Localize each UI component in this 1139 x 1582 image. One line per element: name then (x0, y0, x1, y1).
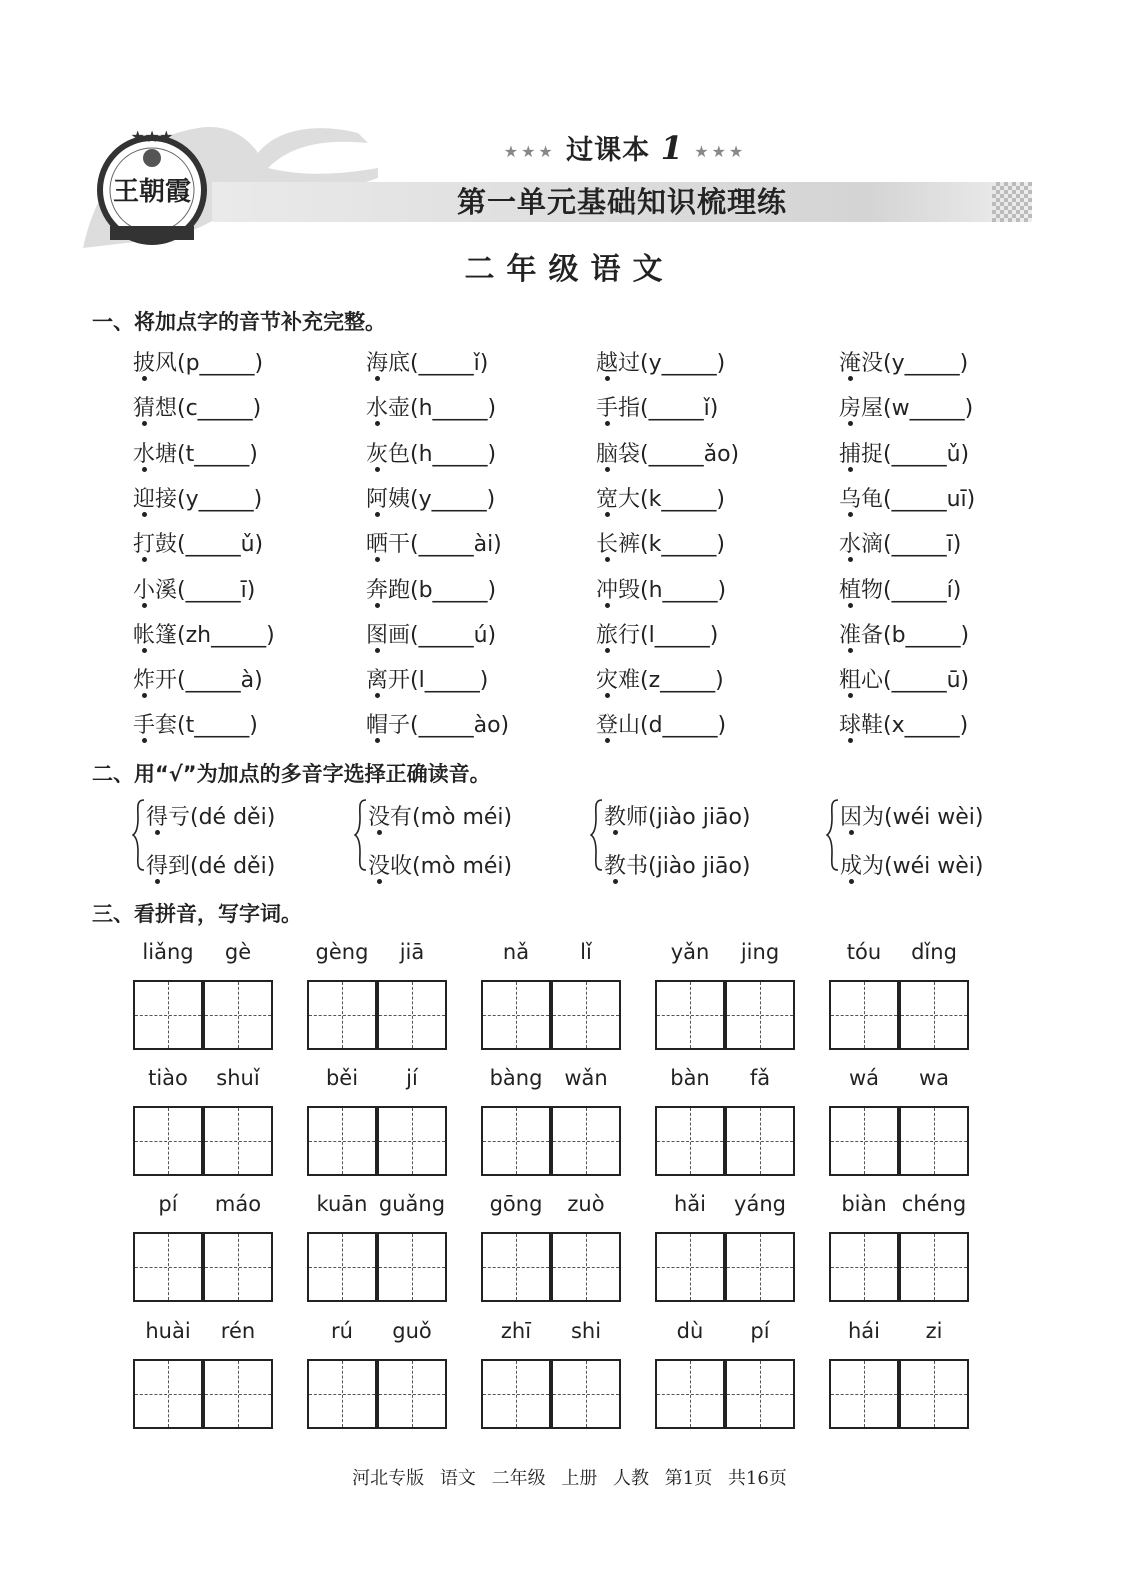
section-2-title: 二、用“√”为加点的多音字选择正确读音。 (92, 762, 491, 786)
emphasis-dot (605, 648, 610, 653)
kicker-text: 过课本 (566, 135, 651, 166)
emphasis-dot (605, 557, 610, 562)
writing-box[interactable] (899, 1232, 969, 1302)
kicker-number: 1 (660, 129, 684, 167)
emphasis-dot (849, 879, 854, 884)
writing-box[interactable] (655, 980, 725, 1050)
pinyin-label: biàn (841, 1192, 887, 1216)
writing-box[interactable] (377, 1232, 447, 1302)
writing-box[interactable] (655, 1232, 725, 1302)
emphasis-dot (142, 603, 147, 608)
polyphone-choice[interactable]: 因为(wéi wèi) (840, 805, 984, 830)
emphasis-dot (605, 421, 610, 426)
pinyin-fill-item[interactable]: 阿姨(y_____) (366, 486, 496, 512)
emphasis-dot (375, 557, 380, 562)
writing-box[interactable] (377, 1106, 447, 1176)
pinyin-label: nǎ (502, 940, 530, 964)
brace-icon (354, 798, 368, 872)
writing-box[interactable] (829, 980, 899, 1050)
pinyin-fill-item[interactable]: 灾难(z_____) (596, 668, 724, 694)
emphasis-dot (155, 830, 160, 835)
pinyin-label: jing (740, 940, 780, 964)
svg-text:★★★: ★★★ (130, 128, 174, 146)
emphasis-dot (605, 603, 610, 608)
writing-box[interactable] (377, 980, 447, 1050)
emphasis-dot (377, 879, 382, 884)
pinyin-label: shuǐ (216, 1066, 260, 1090)
emphasis-dot (605, 512, 610, 517)
polyphone-choice[interactable]: 得亏(dé děi) (146, 805, 276, 830)
emphasis-dot (605, 693, 610, 698)
writing-box[interactable] (481, 1232, 551, 1302)
pinyin-label: chéng (901, 1192, 967, 1216)
emphasis-dot (142, 693, 147, 698)
emphasis-dot (142, 376, 147, 381)
pinyin-label: yáng (734, 1192, 786, 1216)
writing-box[interactable] (829, 1232, 899, 1302)
pinyin-fill-item[interactable]: 手指(_____ǐ) (596, 396, 719, 422)
pinyin-fill-item[interactable]: 越过(y_____) (596, 351, 726, 376)
pinyin-label: lǐ (580, 940, 592, 964)
pinyin-label: zi (925, 1319, 943, 1343)
writing-box[interactable] (725, 1359, 795, 1429)
pinyin-fill-item[interactable]: 手套(t_____) (133, 713, 258, 739)
pinyin-label: gōng (489, 1192, 543, 1216)
pinyin-label: bàn (670, 1066, 710, 1090)
pinyin-label: wa (918, 1066, 950, 1090)
emphasis-dot (155, 879, 160, 884)
writing-box[interactable] (203, 1106, 273, 1176)
emphasis-dot (375, 603, 380, 608)
polyphone-choice[interactable]: 得到(dé děi) (146, 854, 276, 879)
brace-icon (132, 798, 146, 872)
pinyin-label: pí (750, 1319, 770, 1343)
publisher-logo (92, 128, 212, 248)
writing-box[interactable] (551, 1359, 621, 1429)
emphasis-dot (377, 830, 382, 835)
pinyin-label: jí (406, 1066, 418, 1090)
writing-box[interactable] (377, 1359, 447, 1429)
writing-box[interactable] (899, 1106, 969, 1176)
writing-box[interactable] (551, 1106, 621, 1176)
section-3-title: 三、看拼音，写字词。 (92, 902, 302, 926)
emphasis-dot (375, 376, 380, 381)
writing-box[interactable] (133, 1232, 203, 1302)
emphasis-dot (848, 603, 853, 608)
pinyin-fill-item[interactable]: 脑袋(_____ǎo) (596, 441, 740, 467)
pinyin-fill-item[interactable]: 披风(p_____) (133, 351, 264, 376)
writing-box[interactable] (899, 980, 969, 1050)
emphasis-dot (142, 557, 147, 562)
pinyin-label: rén (220, 1319, 256, 1343)
pinyin-label: shi (570, 1319, 602, 1343)
writing-box[interactable] (203, 1232, 273, 1302)
emphasis-dot (605, 376, 610, 381)
pinyin-label: fǎ (749, 1066, 771, 1090)
pinyin-fill-item[interactable]: 旅行(l_____) (596, 622, 719, 648)
writing-box[interactable] (725, 1106, 795, 1176)
writing-box[interactable] (307, 1232, 377, 1302)
emphasis-dot (848, 693, 853, 698)
writing-box[interactable] (133, 1106, 203, 1176)
svg-text:王朝霞: 王朝霞 (112, 177, 192, 207)
pinyin-fill-item[interactable]: 图画(_____ú) (366, 622, 497, 648)
writing-box[interactable] (307, 980, 377, 1050)
pinyin-fill-item[interactable]: 水塘(t_____) (133, 441, 258, 467)
pinyin-fill-item[interactable]: 长裤(k_____) (596, 532, 725, 558)
pinyin-fill-item[interactable]: 打鼓(_____ǔ) (133, 532, 264, 558)
pinyin-fill-item[interactable]: 炸开(_____à) (133, 668, 263, 694)
emphasis-dot (848, 421, 853, 426)
emphasis-dot (142, 467, 147, 472)
pinyin-fill-item[interactable]: 小溪(_____ī) (133, 577, 256, 603)
pinyin-fill-item[interactable]: 帐篷(zh_____) (133, 622, 275, 648)
emphasis-dot (848, 738, 853, 743)
page-footer: 河北专版 语文 二年级 上册 人教 第1页 共16页 (352, 1468, 787, 1489)
pinyin-fill-item[interactable]: 帽子(_____ào) (366, 713, 510, 739)
emphasis-dot (375, 738, 380, 743)
polyphone-choice[interactable]: 成为(wéi wèi) (840, 854, 984, 879)
polyphone-choice[interactable]: 没收(mò méi) (368, 854, 513, 879)
pinyin-label: gè (224, 940, 252, 964)
pinyin-label: hǎi (673, 1192, 706, 1216)
brace-icon (826, 798, 840, 872)
pinyin-fill-item[interactable]: 水壶(h_____) (366, 396, 497, 422)
writing-box[interactable] (655, 1106, 725, 1176)
polyphone-choice[interactable]: 教师(jiào jiāo) (604, 805, 751, 830)
polyphone-choice[interactable]: 没有(mò méi) (368, 805, 513, 830)
pinyin-label: bàng (489, 1066, 543, 1090)
lesson-kicker (500, 128, 750, 167)
pinyin-label: máo (214, 1192, 262, 1216)
pinyin-fill-item[interactable]: 粗心(_____ū) (839, 668, 970, 694)
pinyin-label: hái (847, 1319, 880, 1343)
pinyin-fill-item[interactable]: 灰色(h_____) (366, 441, 497, 467)
writing-box[interactable] (307, 1359, 377, 1429)
pinyin-label: dù (676, 1319, 704, 1343)
pinyin-fill-item[interactable]: 离开(l_____) (366, 668, 489, 694)
emphasis-dot (848, 557, 853, 562)
pinyin-label: wǎn (564, 1066, 608, 1090)
pinyin-fill-item[interactable]: 奔跑(b_____) (366, 577, 497, 603)
writing-box[interactable] (829, 1106, 899, 1176)
emphasis-dot (848, 512, 853, 517)
writing-box[interactable] (307, 1106, 377, 1176)
pinyin-label: tiào (148, 1066, 188, 1090)
emphasis-dot (142, 421, 147, 426)
emphasis-dot (849, 830, 854, 835)
pinyin-label: pí (158, 1192, 178, 1216)
emphasis-dot (375, 467, 380, 472)
pinyin-fill-item[interactable]: 水滴(_____ī) (839, 532, 962, 558)
pinyin-fill-item[interactable]: 猜想(c_____) (133, 396, 262, 422)
writing-box[interactable] (203, 1359, 273, 1429)
writing-box[interactable] (899, 1359, 969, 1429)
writing-box[interactable] (829, 1359, 899, 1429)
pinyin-label: liǎng (142, 940, 194, 964)
pinyin-fill-item[interactable]: 准备(b_____) (839, 622, 970, 648)
emphasis-dot (142, 648, 147, 653)
pinyin-label: wá (848, 1066, 880, 1090)
emphasis-dot (375, 648, 380, 653)
pinyin-label: kuān (316, 1192, 368, 1216)
pinyin-fill-item[interactable]: 冲毁(h_____) (596, 577, 727, 603)
brace-icon (590, 798, 604, 872)
pinyin-fill-item[interactable]: 登山(d_____) (596, 713, 727, 739)
pinyin-label: tóu (846, 940, 882, 964)
emphasis-dot (142, 738, 147, 743)
pinyin-fill-item[interactable]: 迎接(y_____) (133, 486, 263, 512)
pinyin-label: dǐng (911, 940, 957, 964)
writing-box[interactable] (481, 980, 551, 1050)
pinyin-fill-item[interactable]: 晒干(_____ài) (366, 532, 502, 558)
pinyin-fill-item[interactable]: 乌龟(_____uī) (839, 486, 976, 512)
writing-box[interactable] (133, 1359, 203, 1429)
pinyin-label: guǒ (392, 1319, 432, 1343)
star-icon: ★★★ (694, 142, 747, 161)
emphasis-dot (848, 467, 853, 472)
emphasis-dot (613, 879, 618, 884)
writing-box[interactable] (481, 1359, 551, 1429)
emphasis-dot (375, 693, 380, 698)
emphasis-dot (848, 648, 853, 653)
pinyin-fill-item[interactable]: 捕捉(_____ǔ) (839, 441, 970, 467)
star-icon: ★★★ (503, 142, 556, 161)
emphasis-dot (142, 512, 147, 517)
writing-box[interactable] (551, 980, 621, 1050)
pinyin-label: jiā (399, 940, 425, 964)
pinyin-label: guǎng (378, 1192, 446, 1216)
pinyin-fill-item[interactable]: 房屋(w_____) (839, 396, 974, 422)
emphasis-dot (375, 512, 380, 517)
pinyin-fill-item[interactable]: 淹没(y_____) (839, 351, 969, 376)
emphasis-dot (613, 830, 618, 835)
emphasis-dot (375, 421, 380, 426)
pinyin-label: zuò (567, 1192, 605, 1216)
writing-box[interactable] (203, 980, 273, 1050)
section-1-title: 一、将加点字的音节补充完整。 (92, 310, 386, 334)
pinyin-label: yǎn (670, 940, 710, 964)
polyphone-choice[interactable]: 教书(jiào jiāo) (604, 854, 751, 879)
writing-box[interactable] (725, 1232, 795, 1302)
pinyin-fill-item[interactable]: 球鞋(x_____) (839, 713, 969, 739)
grade-title: 二年级语文 (464, 252, 675, 287)
pinyin-fill-item[interactable]: 海底(_____ǐ) (366, 351, 489, 376)
pinyin-fill-item[interactable]: 宽大(k_____) (596, 486, 725, 512)
pinyin-label: rú (331, 1319, 353, 1343)
writing-box[interactable] (551, 1232, 621, 1302)
emphasis-dot (848, 376, 853, 381)
pinyin-fill-item[interactable]: 植物(_____í) (839, 577, 962, 603)
writing-box[interactable] (655, 1359, 725, 1429)
pinyin-label: huài (145, 1319, 191, 1343)
emphasis-dot (605, 467, 610, 472)
pinyin-label: gèng (315, 940, 369, 964)
writing-box[interactable] (133, 980, 203, 1050)
writing-box[interactable] (481, 1106, 551, 1176)
pinyin-label: běi (325, 1066, 359, 1090)
pinyin-label: zhī (500, 1319, 532, 1343)
emphasis-dot (605, 738, 610, 743)
writing-box[interactable] (725, 980, 795, 1050)
unit-title: 第一单元基础知识梳理练 (456, 185, 787, 219)
